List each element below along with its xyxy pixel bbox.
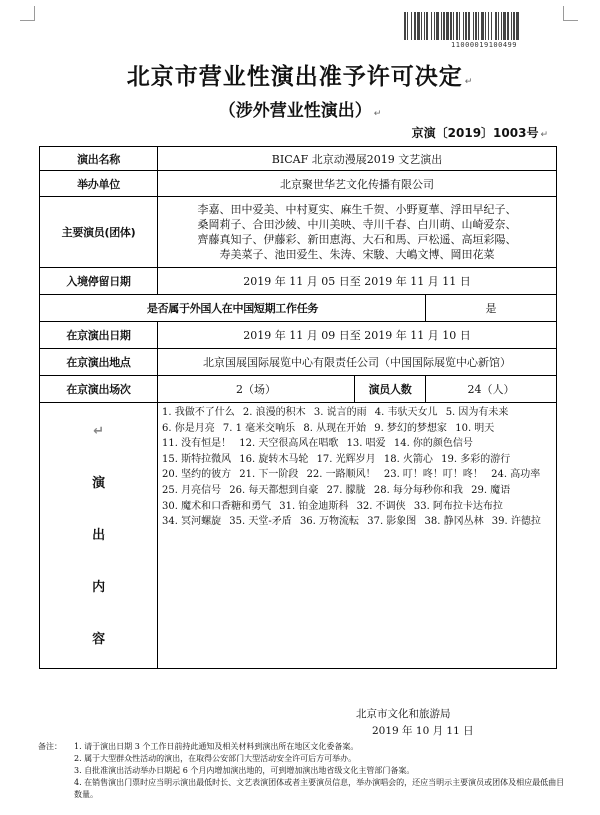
program-item: 20. 坚约的彼方 [162, 469, 232, 481]
organizer-value: 北京聚世华艺文化传播有限公司 [158, 171, 557, 197]
program-item: 12. 天空很高风在唱歌 [239, 438, 339, 450]
program-label-char: 出 [92, 527, 105, 543]
program-item: 7. 1 毫米交响乐 [222, 422, 296, 434]
performers-line: 齊藤真知子、伊藤彩、新田恵海、大石和馬、戸松遥、高垣彩陽、 [197, 233, 517, 246]
row-sessions [40, 376, 557, 403]
perf-dates-value: 2019 年 11 月 09 日至 2019 年 11 月 10 日 [158, 322, 557, 349]
barcode [404, 12, 564, 40]
program-item: 27. 朦胧 [326, 484, 366, 496]
program-item: 34. 冥河螺旋 [162, 516, 222, 528]
program-list-cell [158, 403, 557, 669]
issuer-name: 北京市文化和旅游局 [356, 708, 451, 720]
sessions-value: 2（场） [158, 376, 355, 403]
sessions-label: 在京演出场次 [40, 376, 158, 403]
performer-count-value: 24（人） [426, 376, 557, 403]
program-item: 29. 魔语 [471, 484, 511, 496]
program-item: 8. 从现在开始 [303, 422, 367, 434]
venue-value: 北京国展国际展览中心有限责任公司（中国国际展览中心新馆） [158, 349, 557, 376]
row-performers [40, 197, 557, 268]
program-item: 11. 没有恒是！ [162, 438, 232, 450]
program-label-char: 容 [92, 631, 105, 647]
program-label-char: 内 [92, 579, 105, 595]
program-item: 13. 唱爱 [346, 438, 386, 450]
program-item: 24. 高功率 [491, 469, 541, 481]
permit-table [39, 146, 557, 669]
row-short-term-work [40, 295, 557, 322]
show-name-label: 演出名称 [40, 147, 158, 171]
short-term-work-value: 是 [426, 295, 557, 322]
program-item: 16. 旋转木马轮 [239, 453, 309, 465]
document-title: 北京市营业性演出准予许可决定 ↵ [126, 64, 474, 90]
program-item: 4. 韦驮天女儿 [374, 407, 438, 418]
row-organizer [40, 171, 557, 197]
program-item: 6. 你是月亮 [162, 422, 215, 434]
program-item: 31. 铂金迪斯科 [279, 500, 349, 512]
performers-value [158, 197, 557, 268]
performers-line: 桑岡莉子、合田沙綾、中川美映、寺川千春、白川萌、山崎爱奈、 [197, 218, 517, 231]
program-item: 38. 静冈丛林 [424, 516, 484, 528]
venue-label: 在京演出地点 [40, 349, 158, 376]
program-item: 39. 许德拉 [491, 516, 541, 528]
program-item: 23. 叮！咚！叮！咚！ [383, 469, 483, 481]
performer-count-label: 演员人数 [355, 376, 426, 403]
document-number: 京演〔2019〕1003号 ↵ [411, 126, 548, 140]
row-program [40, 403, 557, 669]
organizer-label: 举办单位 [40, 171, 158, 197]
note-item: 4. 在销售演出门票时应当明示演出最低时长、文艺表演团体或者主要演员信息，举办演唱会的，还应当明示主要演员或团体及相应最低曲目数量。 [74, 778, 565, 799]
row-venue [40, 349, 557, 376]
performers-line: 寿美菜子、池田爱生、朱涛、宋駿、大嶋文博、岡田花菜 [219, 248, 495, 261]
performers-line: 李嘉、田中爱美、中村夏实、麻生千贺、小野夏華、浮田早纪子、 [197, 203, 517, 216]
program-item: 14. 你的颜色信号 [393, 438, 473, 450]
program-label-char: 演 [92, 476, 105, 492]
paragraph-mark-icon: ↵ [373, 109, 382, 119]
program-item: 21. 下一阶段 [239, 469, 299, 481]
notes-prefix: 备注： [38, 742, 62, 751]
document-subtitle: （涉外营业性演出） ↵ [218, 101, 382, 121]
crop-mark-top-left [20, 6, 35, 21]
row-stay-dates [40, 268, 557, 295]
program-item: 33. 阿布拉卡达布拉 [413, 500, 503, 512]
program-item: 1. 我做不了什么 [162, 407, 235, 418]
program-item: 26. 每天都想到自豪 [229, 484, 319, 496]
program-item: 36. 万物流転 [299, 516, 360, 528]
issue-date: 2019 年 10 月 11 日 [372, 725, 474, 737]
performers-label: 主要演员(团体) [40, 197, 158, 268]
show-name-value: BICAF 北京动漫展2019 文艺演出 [158, 147, 557, 171]
program-item: 37. 影象图 [367, 516, 417, 528]
program-item: 22. 一路顺风！ [306, 469, 376, 481]
program-item: 5. 因为有未来 [445, 407, 509, 418]
program-item: 10. 明天 [455, 422, 495, 434]
row-perf-dates [40, 322, 557, 349]
program-item: 18. 火箭心 [383, 453, 433, 465]
perf-dates-label: 在京演出日期 [40, 322, 158, 349]
row-show-name [40, 147, 557, 171]
program-item: 28. 每分每秒你和我 [373, 484, 463, 496]
notes [38, 741, 568, 801]
note-item: 3. 自批准演出活动举办日期起 6 个月内增加演出地的，可到增加演出地省级文化主管部门备案。 [74, 766, 415, 775]
note-item: 2. 属于大型群众性活动的演出，在取得公安部门大型活动安全许可后方可举办。 [74, 754, 357, 763]
program-item: 35. 天堂-矛盾 [229, 516, 292, 528]
program-item: 15. 斯特拉微风 [162, 453, 232, 465]
program-list [162, 405, 552, 530]
paragraph-mark-icon: ↵ [464, 77, 474, 87]
program-item: 32. 不调侠 [356, 500, 406, 512]
short-term-work-label: 是否属于外国人在中国短期工作任务 [40, 295, 426, 322]
program-item: 30. 魔术和口香糖和勇气 [162, 500, 272, 512]
program-item: 9. 梦幻的梦想家 [374, 422, 448, 434]
stay-dates-label: 入境停留日期 [40, 268, 158, 295]
program-item: 2. 浪漫的积木 [242, 407, 306, 418]
program-label: ↵ 演 出 内 容 [40, 403, 158, 669]
crop-mark-top-right [563, 6, 578, 21]
paragraph-mark-icon: ↵ [540, 130, 548, 140]
program-item: 17. 光辉岁月 [316, 453, 376, 465]
note-item: 1. 请于演出日期 3 个工作日前持此通知及相关材料到演出所在地区文化委备案。 [74, 742, 359, 751]
stay-dates-value: 2019 年 11 月 05 日至 2019 年 11 月 11 日 [158, 268, 557, 295]
barcode-number: 11000019100499 [450, 41, 517, 49]
program-item: 3. 说言的雨 [313, 407, 367, 418]
program-item: 25. 月亮信号 [162, 484, 222, 496]
program-item: 19. 多彩的游行 [441, 453, 511, 465]
